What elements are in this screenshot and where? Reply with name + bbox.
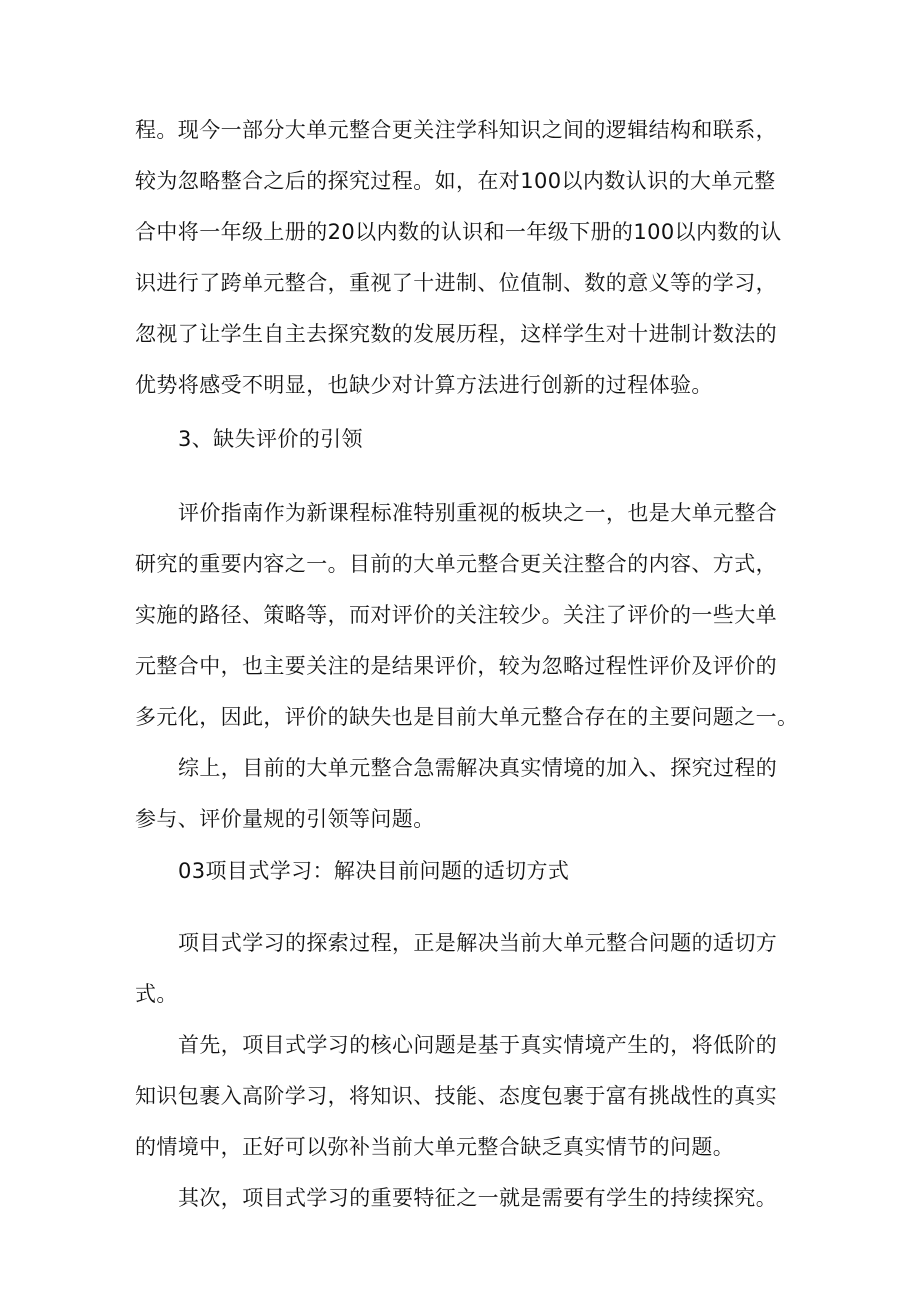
text-line: 研究的重要内容之一。目前的大单元整合更关注整合的内容、方式， (135, 552, 777, 576)
text-line: 实施的路径、策略等，而对评价的关注较少。关注了评价的一些大单 (135, 603, 777, 627)
text-line: 综上，目前的大单元整合急需解决真实情境的加入、探究过程的 (178, 756, 778, 780)
text-line: 识进行了跨单元整合，重视了十进制、位值制、数的意义等的学习， (135, 271, 777, 295)
text-line: 式。 (135, 982, 178, 1006)
text-line: 元整合中，也主要关注的是结果评价，较为忽略过程性评价及评价的 (135, 654, 777, 678)
text-line: 合中将一年级上册的20以内数的认识和一年级下册的100以内数的认 (135, 220, 782, 244)
text-line: 多元化，因此，评价的缺失也是目前大单元整合存在的主要问题之一。 (135, 705, 799, 729)
section-heading-03: 03项目式学习：解决目前问题的适切方式 (178, 859, 570, 883)
text-line: 首先，项目式学习的核心问题是基于真实情境产生的，将低阶的 (178, 1033, 778, 1057)
text-line: 知识包裹入高阶学习，将知识、技能、态度包裹于富有挑战性的真实 (135, 1084, 777, 1108)
text-line: 优势将感受不明显，也缺少对计算方法进行创新的过程体验。 (135, 373, 713, 397)
text-line: 的情境中，正好可以弥补当前大单元整合缺乏真实情节的问题。 (135, 1135, 735, 1159)
text-line: 评价指南作为新课程标准特别重视的板块之一，也是大单元整合 (178, 501, 778, 525)
text-line: 忽视了让学生自主去探究数的发展历程，这样学生对十进制计数法的 (135, 322, 777, 346)
text-line: 程。现今一部分大单元整合更关注学科知识之间的逻辑结构和联系， (135, 118, 777, 142)
text-line: 项目式学习的探索过程，正是解决当前大单元整合问题的适切方 (178, 931, 778, 955)
text-line: 较为忽略整合之后的探究过程。如，在对100以内数认识的大单元整 (135, 169, 776, 193)
text-line: 参与、评价量规的引领等问题。 (135, 807, 435, 831)
text-line: 其次，项目式学习的重要特征之一就是需要有学生的持续探究。 (178, 1186, 778, 1210)
section-heading-3: 3、缺失评价的引领 (178, 427, 363, 451)
